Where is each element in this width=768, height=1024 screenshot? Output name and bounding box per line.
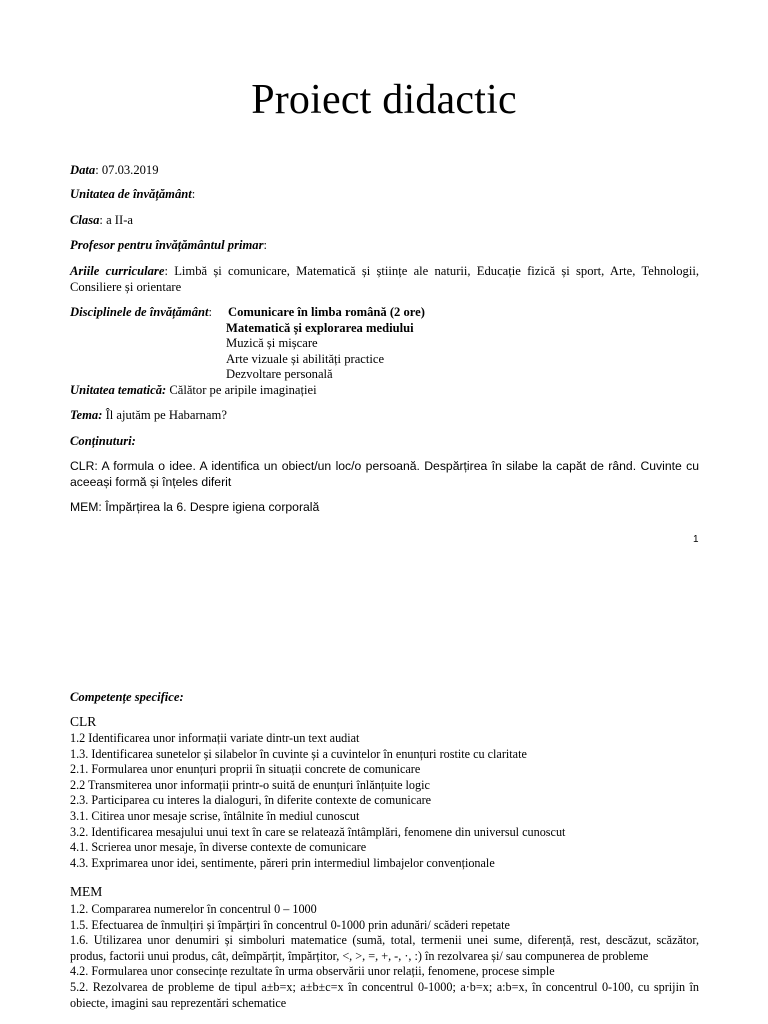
mem-heading: MEM (70, 884, 103, 899)
school-label: Unitatea de învățământ (70, 187, 192, 201)
curricular-areas: Ariile curriculare: Limbă și comunicare, Matematică și științe ale naturii, Educație fizică și sport, Arte, Tehnologii, Consiliere și orientare (70, 264, 699, 294)
disciplines-line: Disciplinele de învățământ: (70, 305, 213, 319)
school-line: Unitatea de învățământ: (70, 187, 196, 201)
theme-value: Îl ajutăm pe Habarnam? (105, 408, 227, 422)
mem-competences-list (70, 902, 699, 1011)
list-item: 1.3. Identificarea sunetelor și silabelor în cuvinte și a cuvintelor în enunțuri rostite cu claritate (70, 746, 527, 761)
class-line: Clasa: a II-a (70, 213, 133, 227)
contents-line (70, 433, 136, 449)
date-value: 07.03.2019 (101, 163, 159, 177)
thematic-unit-label: Unitatea tematică: (70, 383, 167, 397)
competences-label: Competențe specifice: (70, 690, 184, 704)
list-item: 2.3. Participarea cu interes la dialoguri, în diferite contexte de comunicare (70, 793, 432, 808)
discipline-item: Matematică și explorarea mediului (226, 321, 414, 335)
list-item: 4.1. Scrierea unor mesaje, în diverse contexte de comunicare (70, 840, 367, 855)
discipline-item: Muzică și mișcare (226, 336, 318, 350)
list-item: 1.2. Compararea numerelor în concentrul 0 – 1000 (70, 902, 317, 916)
class-value: a II-a (106, 213, 133, 227)
list-item: 1.2 Identificarea unor informații variate dintr-un text audiat (70, 731, 360, 745)
discipline-item: Comunicare în limba română (2 ore) (228, 305, 425, 319)
contents-label: Conținuturi: (70, 434, 136, 448)
list-item: 1.5. Efectuarea de înmulțiri și împărțiri în concentrul 0-1000 prin adunări/ scăderi repetate (70, 917, 510, 932)
list-item: 2.1. Formularea unor enunțuri proprii în situații concrete de comunicare (70, 762, 421, 777)
clr-competences-list (70, 731, 699, 871)
curricular-areas-label: Ariile curriculare (70, 264, 165, 278)
page-number: 1 (693, 534, 699, 545)
list-item: 2.2 Transmiterea unor informații printr-o suită de enunțuri înlănțuite logic (70, 777, 430, 792)
competences-line (70, 689, 184, 705)
clr-content: CLR: A formula o idee. A identifica un obiect/un loc/o persoană. Despărțirea în silabe la capăt de rând. Cuvinte cu aceeași formă și înțeles diferit (70, 459, 699, 489)
thematic-unit-line (70, 382, 317, 398)
disciplines-label: Disciplinele de învățământ (70, 305, 209, 319)
curricular-areas-value: Limbă și comunicare, Matematică și științe ale naturii, Educație fizică și sport, Arte, Tehnologii, Consiliere și orientare (70, 264, 699, 294)
thematic-unit-value: Călător pe aripile imaginației (169, 383, 317, 397)
date-line: Data: 07.03.2019 (70, 163, 159, 177)
list-item: 3.1. Citirea unor mesaje scrise, întâlnite în mediul cunoscut (70, 808, 360, 823)
date-label: Data (70, 163, 96, 177)
clr-heading: CLR (70, 714, 97, 729)
list-item: 3.2. Identificarea mesajului unui text în care se relatează întâmplări, fenomene din universul cunoscut (70, 824, 566, 839)
page-title: Proiect didactic (251, 77, 517, 123)
class-label: Clasa (70, 213, 100, 227)
list-item: 4.2. Formularea unor consecințe rezultate în urma observării unor relații, fenomene, procese simple (70, 964, 555, 979)
discipline-item: Dezvoltare personală (226, 367, 333, 381)
theme-label: Tema: (70, 408, 103, 422)
mem-content: MEM: Împărțirea la 6. Despre igiena corporală (70, 500, 320, 514)
list-item: 5.2. Rezolvarea de probleme de tipul a±b=x; a±b±c=x în concentrul 0-1000; a·b=x; a:b=x, în concentrul 0-100, cu sprijin în obiecte, imagini sau reprezentări schematice (70, 979, 699, 1010)
theme-line (70, 407, 227, 423)
list-item: 1.6. Utilizarea unor denumiri și simboluri matematice (sumă, total, termenii unei sume, diferență, rest, descăzut, scăzător, produs, factorii unui produs, cât, deîmpărțit, împărțitor, <, >, =, +, -, ·, :) în rezolvarea și/ sau compunerea de probleme (70, 933, 699, 963)
list-item: 4.3. Exprimarea unor idei, sentimente, păreri prin intermediul limbajelor convenționale (70, 855, 495, 870)
teacher-line: Profesor pentru învățământul primar: (70, 238, 267, 252)
teacher-label: Profesor pentru învățământul primar (70, 238, 264, 252)
discipline-item: Arte vizuale și abilități practice (226, 352, 385, 366)
